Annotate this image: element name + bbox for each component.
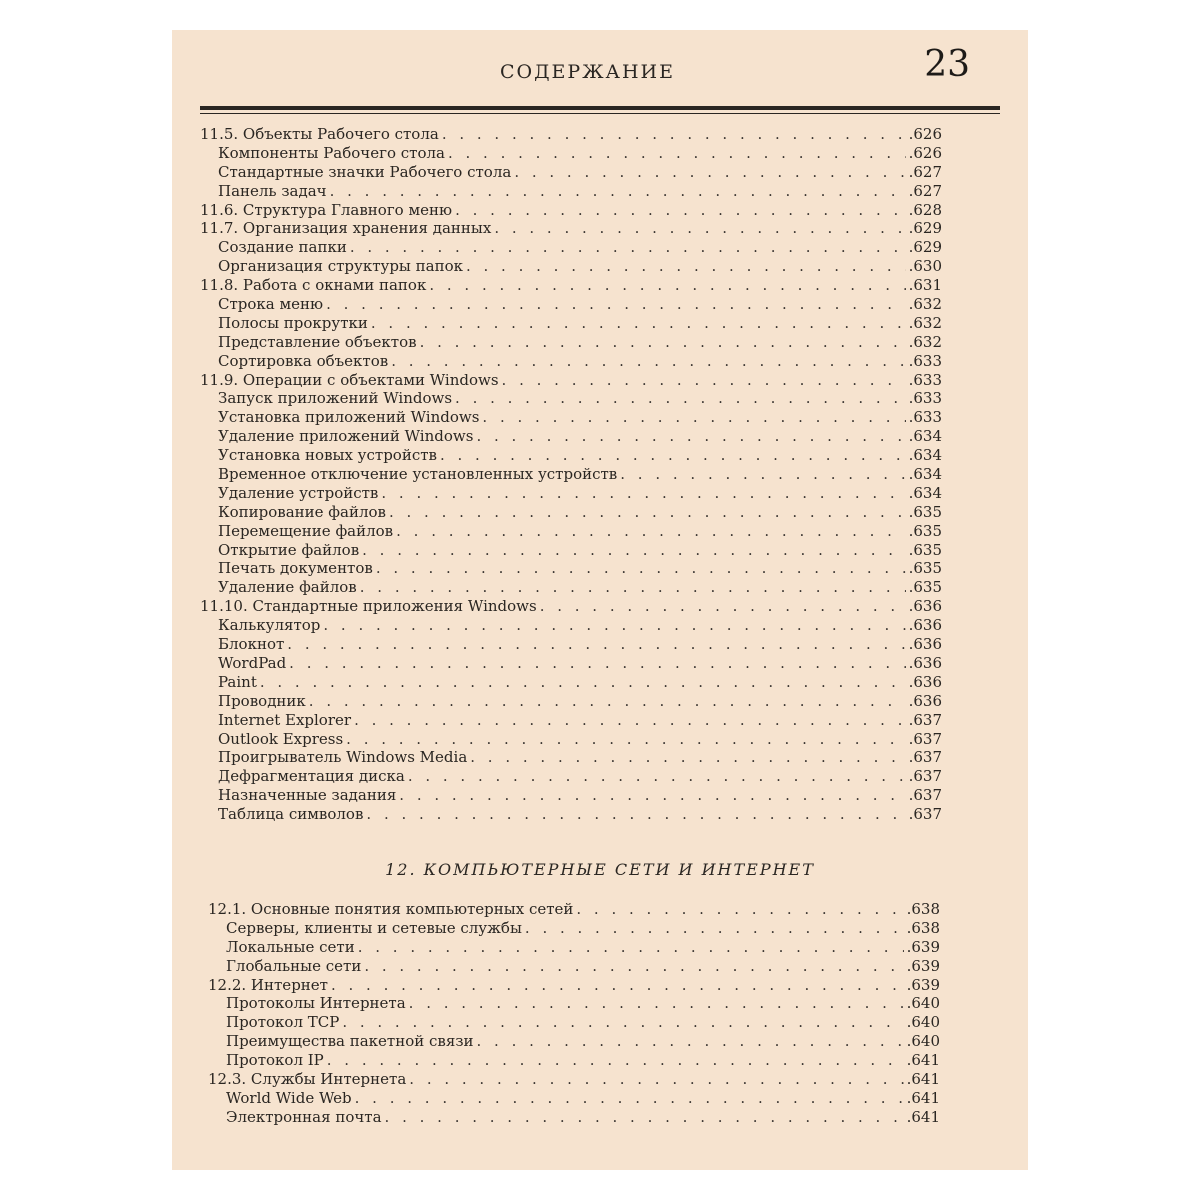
toc-entry-title: Проигрыватель Windows Media xyxy=(218,748,468,767)
toc-leader-dots xyxy=(327,1051,904,1070)
toc-subentry xyxy=(200,805,942,824)
toc-subentry xyxy=(200,389,942,408)
toc-entry-page: .635 xyxy=(908,540,942,559)
toc-entry-page: .628 xyxy=(908,200,942,219)
toc-entry-title: Серверы, клиенты и сетевые службы xyxy=(226,918,522,937)
toc-leader-dots xyxy=(420,333,906,352)
toc-entry-title: Строка меню xyxy=(218,295,324,314)
toc-subentry xyxy=(208,919,940,938)
toc-subentry xyxy=(208,1013,940,1032)
toc-entry-page: .635 xyxy=(908,521,942,540)
toc-entry-page: .633 xyxy=(908,389,942,408)
running-header-title: СОДЕРЖАНИЕ xyxy=(500,61,675,83)
toc-leader-dots xyxy=(470,748,905,767)
toc-section-entry xyxy=(200,219,942,238)
toc-leader-dots xyxy=(514,163,905,182)
toc-entry-title: Установка новых устройств xyxy=(218,446,437,465)
toc-entry-title: Таблица символов xyxy=(218,805,364,824)
toc-entry-title: 11.5. Объекты Рабочего стола xyxy=(200,125,439,143)
toc-entry-title: Панель задач xyxy=(218,181,327,200)
toc-entry-title: Протокол TCP xyxy=(226,1013,340,1032)
toc-subentry xyxy=(200,238,942,257)
toc-entry-page: .640 xyxy=(906,994,940,1013)
toc-entry-title: Удаление приложений Windows xyxy=(218,427,474,446)
toc-subentry xyxy=(208,938,940,957)
toc-subentry xyxy=(200,408,942,427)
toc-subentry xyxy=(200,182,942,201)
toc-entry-title: Полосы прокрутки xyxy=(218,313,368,332)
toc-leader-dots xyxy=(326,295,905,314)
toc-leader-dots xyxy=(466,257,906,276)
toc-leader-dots xyxy=(381,484,905,503)
chapter-heading: 12. КОМПЬЮТЕРНЫЕ СЕТИ И ИНТЕРНЕТ xyxy=(385,860,815,879)
toc-entry-page: .636 xyxy=(908,597,942,616)
toc-leader-dots xyxy=(346,730,905,749)
toc-leader-dots xyxy=(309,692,906,711)
toc-subentry xyxy=(200,711,942,730)
toc-leader-dots xyxy=(385,1108,904,1127)
toc-leader-dots xyxy=(525,919,904,938)
toc-section-entry xyxy=(208,1070,940,1089)
toc-leader-dots xyxy=(494,219,905,238)
toc-leader-dots xyxy=(540,597,906,616)
toc-entry-title: Назначенные задания xyxy=(218,786,397,805)
toc-entry-title: Дефрагментация диска xyxy=(218,767,405,786)
toc-entry-title: Удаление устройств xyxy=(218,483,379,502)
toc-leader-dots xyxy=(482,408,905,427)
toc-entry-page: .627 xyxy=(908,181,942,200)
toc-entry-page: .639 xyxy=(906,937,940,956)
toc-entry-title: Электронная почта xyxy=(226,1107,382,1126)
toc-leader-dots xyxy=(409,994,904,1013)
toc-entry-title: WordPad xyxy=(218,653,287,672)
toc-leader-dots xyxy=(455,389,906,408)
toc-leader-dots xyxy=(389,503,906,522)
toc-list-chapter-11 xyxy=(200,125,942,824)
toc-leader-dots xyxy=(364,957,903,976)
toc-entry-title: Протоколы Интернета xyxy=(226,994,406,1013)
toc-subentry xyxy=(200,559,942,578)
toc-entry-page: .639 xyxy=(906,956,940,975)
toc-entry-page: .641 xyxy=(906,1051,940,1070)
toc-entry-title: Установка приложений Windows xyxy=(218,408,480,427)
page-number: 23 xyxy=(924,44,970,85)
toc-subentry xyxy=(200,786,942,805)
toc-subentry xyxy=(200,484,942,503)
toc-entry-page: .632 xyxy=(908,313,942,332)
toc-leader-dots xyxy=(442,125,906,144)
toc-subentry xyxy=(200,748,942,767)
toc-entry-title: Представление объектов xyxy=(218,332,417,351)
toc-entry-page: .638 xyxy=(906,918,940,937)
toc-subentry xyxy=(200,503,942,522)
toc-entry-page: .636 xyxy=(908,616,942,635)
toc-entry-page: .640 xyxy=(906,1013,940,1032)
toc-entry-page: .632 xyxy=(908,295,942,314)
toc-entry-title: Удаление файлов xyxy=(218,578,357,597)
toc-leader-dots xyxy=(366,805,905,824)
toc-entry-title: 11.7. Организация хранения данных xyxy=(200,219,492,238)
toc-leader-dots xyxy=(396,522,905,541)
toc-subentry xyxy=(200,427,942,446)
toc-entry-page: .638 xyxy=(906,900,940,918)
toc-leader-dots xyxy=(409,1070,903,1089)
toc-entry-title: Калькулятор xyxy=(218,616,321,635)
toc-leader-dots xyxy=(440,446,906,465)
toc-leader-dots xyxy=(576,900,903,919)
toc-subentry xyxy=(208,1108,940,1127)
toc-entry-title: Internet Explorer xyxy=(218,710,352,729)
header-rule-thin xyxy=(200,113,1000,114)
toc-section-entry xyxy=(208,976,940,995)
toc-leader-dots xyxy=(477,1032,904,1051)
toc-entry-title: Создание папки xyxy=(218,238,347,257)
toc-entry-page: .632 xyxy=(908,332,942,351)
toc-subentry xyxy=(200,333,942,352)
toc-entry-page: .637 xyxy=(908,748,942,767)
toc-entry-title: Сортировка объектов xyxy=(218,351,389,370)
toc-entry-title: Протокол IP xyxy=(226,1051,324,1070)
toc-section-entry xyxy=(200,371,942,390)
toc-subentry xyxy=(200,522,942,541)
toc-leader-dots xyxy=(448,144,906,163)
toc-entry-page: .641 xyxy=(906,1088,940,1107)
toc-subentry xyxy=(200,578,942,597)
toc-leader-dots xyxy=(620,465,905,484)
toc-entry-title: Paint xyxy=(218,672,257,691)
toc-entry-title: Преимущества пакетной связи xyxy=(226,1032,474,1051)
toc-subentry xyxy=(208,1051,940,1070)
book-page xyxy=(172,30,1028,1170)
toc-subentry xyxy=(200,635,942,654)
toc-entry-title: 12.2. Интернет xyxy=(208,975,328,994)
toc-entry-title: Outlook Express xyxy=(218,729,344,748)
toc-entry-page: .634 xyxy=(908,483,942,502)
toc-entry-title: Проводник xyxy=(218,691,306,710)
toc-entry-page: .635 xyxy=(908,559,942,578)
toc-entry-page: .639 xyxy=(906,975,940,994)
toc-leader-dots xyxy=(355,1089,904,1108)
toc-entry-page: .629 xyxy=(908,219,942,238)
toc-leader-dots xyxy=(354,711,906,730)
toc-section-entry xyxy=(200,597,942,616)
toc-subentry xyxy=(208,994,940,1013)
toc-entry-title: Копирование файлов xyxy=(218,502,386,521)
toc-entry-page: .635 xyxy=(908,502,942,521)
toc-leader-dots xyxy=(376,559,906,578)
toc-entry-page: .637 xyxy=(908,729,942,748)
toc-entry-page: .637 xyxy=(908,767,942,786)
toc-entry-page: .627 xyxy=(908,162,942,181)
toc-entry-title: Стандартные значки Рабочего стола xyxy=(218,162,512,181)
toc-entry-page: .641 xyxy=(906,1107,940,1126)
header-rule-thick xyxy=(200,106,1000,110)
toc-subentry xyxy=(200,446,942,465)
toc-leader-dots xyxy=(350,238,906,257)
toc-leader-dots xyxy=(362,541,905,560)
toc-entry-page: .629 xyxy=(908,238,942,257)
toc-section-entry xyxy=(208,900,940,919)
toc-entry-page: .634 xyxy=(908,465,942,484)
toc-subentry xyxy=(200,163,942,182)
toc-entry-page: .633 xyxy=(908,351,942,370)
toc-entry-page: .636 xyxy=(908,691,942,710)
toc-entry-title: Организация структуры папок xyxy=(218,257,463,276)
toc-entry-page: .634 xyxy=(908,446,942,465)
toc-leader-dots xyxy=(476,427,905,446)
toc-entry-page: .637 xyxy=(908,710,942,729)
toc-subentry xyxy=(208,1032,940,1051)
toc-entry-title: 11.9. Операции с объектами Windows xyxy=(200,370,499,389)
toc-entry-title: 11.10. Стандартные приложения Windows xyxy=(200,597,537,616)
toc-subentry xyxy=(200,257,942,276)
toc-leader-dots xyxy=(502,371,906,390)
toc-entry-title: 12.3. Службы Интернета xyxy=(208,1070,407,1089)
toc-entry-title: Печать документов xyxy=(218,559,373,578)
toc-subentry xyxy=(200,295,942,314)
toc-entry-title: Открытие файлов xyxy=(218,540,360,559)
toc-leader-dots xyxy=(408,767,906,786)
toc-entry-title: 11.8. Работа с окнами папок xyxy=(200,276,427,295)
toc-section-entry xyxy=(200,201,942,220)
toc-entry-page: .636 xyxy=(908,653,942,672)
toc-subentry xyxy=(200,465,942,484)
toc-subentry xyxy=(200,314,942,333)
toc-entry-page: .636 xyxy=(908,635,942,654)
toc-list-chapter-12 xyxy=(208,900,940,1127)
toc-subentry xyxy=(200,616,942,635)
toc-entry-title: Глобальные сети xyxy=(226,956,362,975)
toc-subentry xyxy=(200,692,942,711)
toc-entry-title: Перемещение файлов xyxy=(218,521,394,540)
toc-entry-page: .637 xyxy=(908,805,942,824)
toc-entry-title: Запуск приложений Windows xyxy=(218,389,453,408)
toc-entry-title: Компоненты Рабочего стола xyxy=(218,143,445,162)
toc-leader-dots xyxy=(358,938,904,957)
toc-entry-title: 12.1. Основные понятия компьютерных сетей xyxy=(208,900,574,918)
toc-leader-dots xyxy=(371,314,906,333)
toc-entry-page: .633 xyxy=(908,370,942,389)
toc-subentry xyxy=(200,654,942,673)
toc-leader-dots xyxy=(399,786,905,805)
toc-subentry xyxy=(200,144,942,163)
toc-leader-dots xyxy=(455,201,906,220)
toc-leader-dots xyxy=(260,673,906,692)
toc-subentry xyxy=(208,1089,940,1108)
toc-entry-page: .631 xyxy=(908,276,942,295)
toc-subentry xyxy=(208,957,940,976)
toc-entry-title: Локальные сети xyxy=(226,937,355,956)
toc-leader-dots xyxy=(331,976,904,995)
toc-leader-dots xyxy=(360,578,906,597)
toc-subentry xyxy=(200,541,942,560)
toc-entry-page: .636 xyxy=(908,672,942,691)
toc-subentry xyxy=(200,767,942,786)
toc-entry-page: .640 xyxy=(906,1032,940,1051)
toc-subentry xyxy=(200,352,942,371)
toc-entry-title: Временное отключение установленных устройств xyxy=(218,465,618,484)
toc-entry-page: .637 xyxy=(908,786,942,805)
toc-leader-dots xyxy=(289,654,905,673)
toc-subentry xyxy=(200,730,942,749)
toc-entry-page: .633 xyxy=(908,408,942,427)
toc-entry-page: .635 xyxy=(908,578,942,597)
toc-entry-title: World Wide Web xyxy=(226,1088,352,1107)
toc-leader-dots xyxy=(429,276,905,295)
toc-leader-dots xyxy=(342,1013,903,1032)
toc-entry-page: .626 xyxy=(908,143,942,162)
toc-entry-page: .634 xyxy=(908,427,942,446)
toc-leader-dots xyxy=(323,616,905,635)
toc-entry-page: .630 xyxy=(908,257,942,276)
toc-entry-page: .626 xyxy=(908,125,942,143)
toc-leader-dots xyxy=(330,182,906,201)
toc-entry-title: Блокнот xyxy=(218,635,285,654)
toc-subentry xyxy=(200,673,942,692)
toc-entry-page: .641 xyxy=(906,1070,940,1089)
toc-leader-dots xyxy=(287,635,905,654)
toc-entry-title: 11.6. Структура Главного меню xyxy=(200,200,453,219)
toc-section-entry xyxy=(200,125,942,144)
toc-leader-dots xyxy=(391,352,905,371)
toc-section-entry xyxy=(200,276,942,295)
